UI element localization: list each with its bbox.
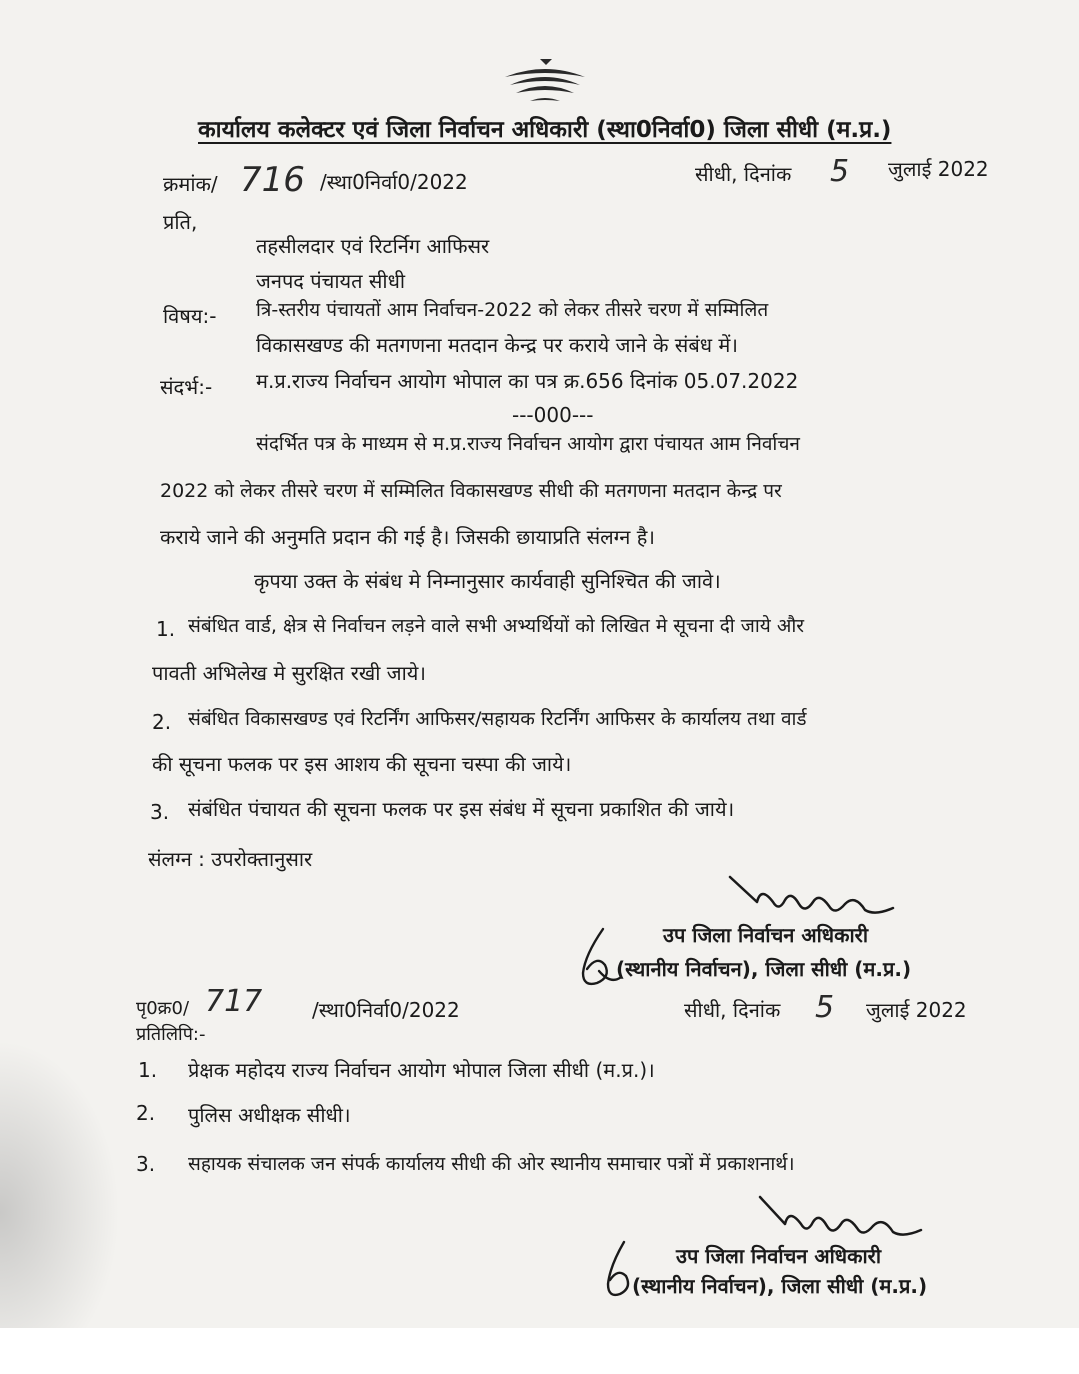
ref-suffix: /स्था0निर्वा0/2022 [320, 170, 468, 194]
item-2-line-1: संबंधित विकासखण्ड एवं रिटर्निंग आफिसर/सहायक रिटर्निंग आफिसर के कार्यालय तथा वार्ड [188, 708, 807, 730]
page-shadow [0, 1040, 120, 1328]
separator: ---000--- [512, 403, 594, 427]
subject-line-1: त्रि-स्तरीय पंचायतों आम निर्वाचन-2022 को लेकर तीसरे चरण में सम्मिलित [256, 299, 769, 321]
para1-line-3: कराये जाने की अनुमति प्रदान की गई है। जिसकी छायाप्रति संलग्न है। [160, 525, 655, 549]
recipient-line-1: तहसीलदार एवं रिटर्निग आफिसर [256, 234, 490, 258]
copy-label: प्रतिलिपि:- [136, 1024, 206, 1045]
para1-line-2: 2022 को लेकर तीसरे चरण में सम्मिलित विकासखण्ड सीधी की मतगणना मतदान केन्द्र पर [160, 480, 782, 502]
item-2-line-2: की सूचना फलक पर इस आशय की सूचना चस्पा की जाये। [152, 752, 572, 776]
copy-item-2: पुलिस अधीक्षक सीधी। [188, 1103, 351, 1127]
copy-place-date-label: सीधी, दिनांक [684, 998, 781, 1022]
enclosure: संलग्न : उपरोक्तानुसार [148, 847, 313, 871]
subject-line-2: विकासखण्ड की मतगणना मतदान केन्द्र पर कराये जाने के संबंध में। [256, 333, 738, 357]
reference-label: संदर्भ:- [160, 375, 213, 399]
copy-date-day-handwritten: 5 [815, 990, 835, 1025]
copy-item-number: 1. [138, 1058, 158, 1082]
item-1-line-1: संबंधित वार्ड, क्षेत्र से निर्वाचन लड़ने वाले सभी अभ्यर्थियों को लिखित मे सूचना दी जाये और [188, 615, 805, 637]
copy-ref-number-handwritten: 717 [205, 984, 263, 1019]
signatory-line-1: उप जिला निर्वाचन अधिकारी [663, 923, 869, 947]
ref-number-handwritten: 716 [240, 160, 305, 200]
item-3-line-1: संबंधित पंचायत की सूचना फलक पर इस संबंध में सूचना प्रकाशित की जाये। [188, 797, 735, 821]
subject-label: विषय:- [163, 304, 217, 328]
copy-item-number: 3. [136, 1152, 156, 1176]
signature-mark [725, 872, 915, 922]
recipient-line-2: जनपद पंचायत सीधी [256, 269, 406, 293]
date-day-handwritten: 5 [830, 154, 850, 189]
to-label: प्रति, [163, 210, 198, 234]
para2: कृपया उक्त के संबंध मे निम्नानुसार कार्यवाही सुनिश्चित की जावे। [254, 569, 721, 593]
item-number: 3. [150, 800, 170, 824]
item-number: 2. [152, 710, 172, 734]
emblem-logo-icon [500, 55, 590, 105]
copy-signatory-line-1: उप जिला निर्वाचन अधिकारी [676, 1244, 882, 1268]
ref-label: क्रमांक/ [163, 172, 218, 196]
para1-line-1: संदर्भित पत्र के माध्यम से म.प्र.राज्य निर्वाचन आयोग द्वारा पंचायत आम निर्वाचन [256, 433, 800, 455]
signature-mark [755, 1192, 935, 1242]
copy-date-month-year: जुलाई 2022 [866, 998, 967, 1022]
copy-ref-label: पृ0क्र0/ [136, 998, 190, 1019]
copy-item-number: 2. [136, 1101, 156, 1125]
item-number: 1. [156, 617, 176, 641]
copy-item-3: सहायक संचालक जन संपर्क कार्यालय सीधी की ओर स्थानीय समाचार पत्रों में प्रकाशनार्थ। [188, 1153, 795, 1175]
office-title: कार्यालय कलेक्टर एवं जिला निर्वाचन अधिकारी (स्था0निर्वा0) जिला सीधी (म.प्र.) [198, 117, 892, 143]
copy-signatory-line-2: (स्थानीय निर्वाचन), जिला सीधी (म.प्र.) [632, 1274, 928, 1298]
date-month-year: जुलाई 2022 [888, 157, 989, 181]
item-1-line-2: पावती अभिलेख मे सुरक्षित रखी जाये। [152, 661, 426, 685]
copy-item-1: प्रेक्षक महोदय राज्य निर्वाचन आयोग भोपाल जिला सीधी (म.प्र.)। [188, 1058, 655, 1082]
signatory-line-2: (स्थानीय निर्वाचन), जिला सीधी (म.प्र.) [616, 957, 912, 981]
copy-ref-suffix: /स्था0निर्वा0/2022 [312, 998, 460, 1022]
place-date-label: सीधी, दिनांक [695, 162, 792, 186]
reference-text: म.प्र.राज्य निर्वाचन आयोग भोपाल का पत्र क्र.656 दिनांक 05.07.2022 [256, 369, 799, 393]
